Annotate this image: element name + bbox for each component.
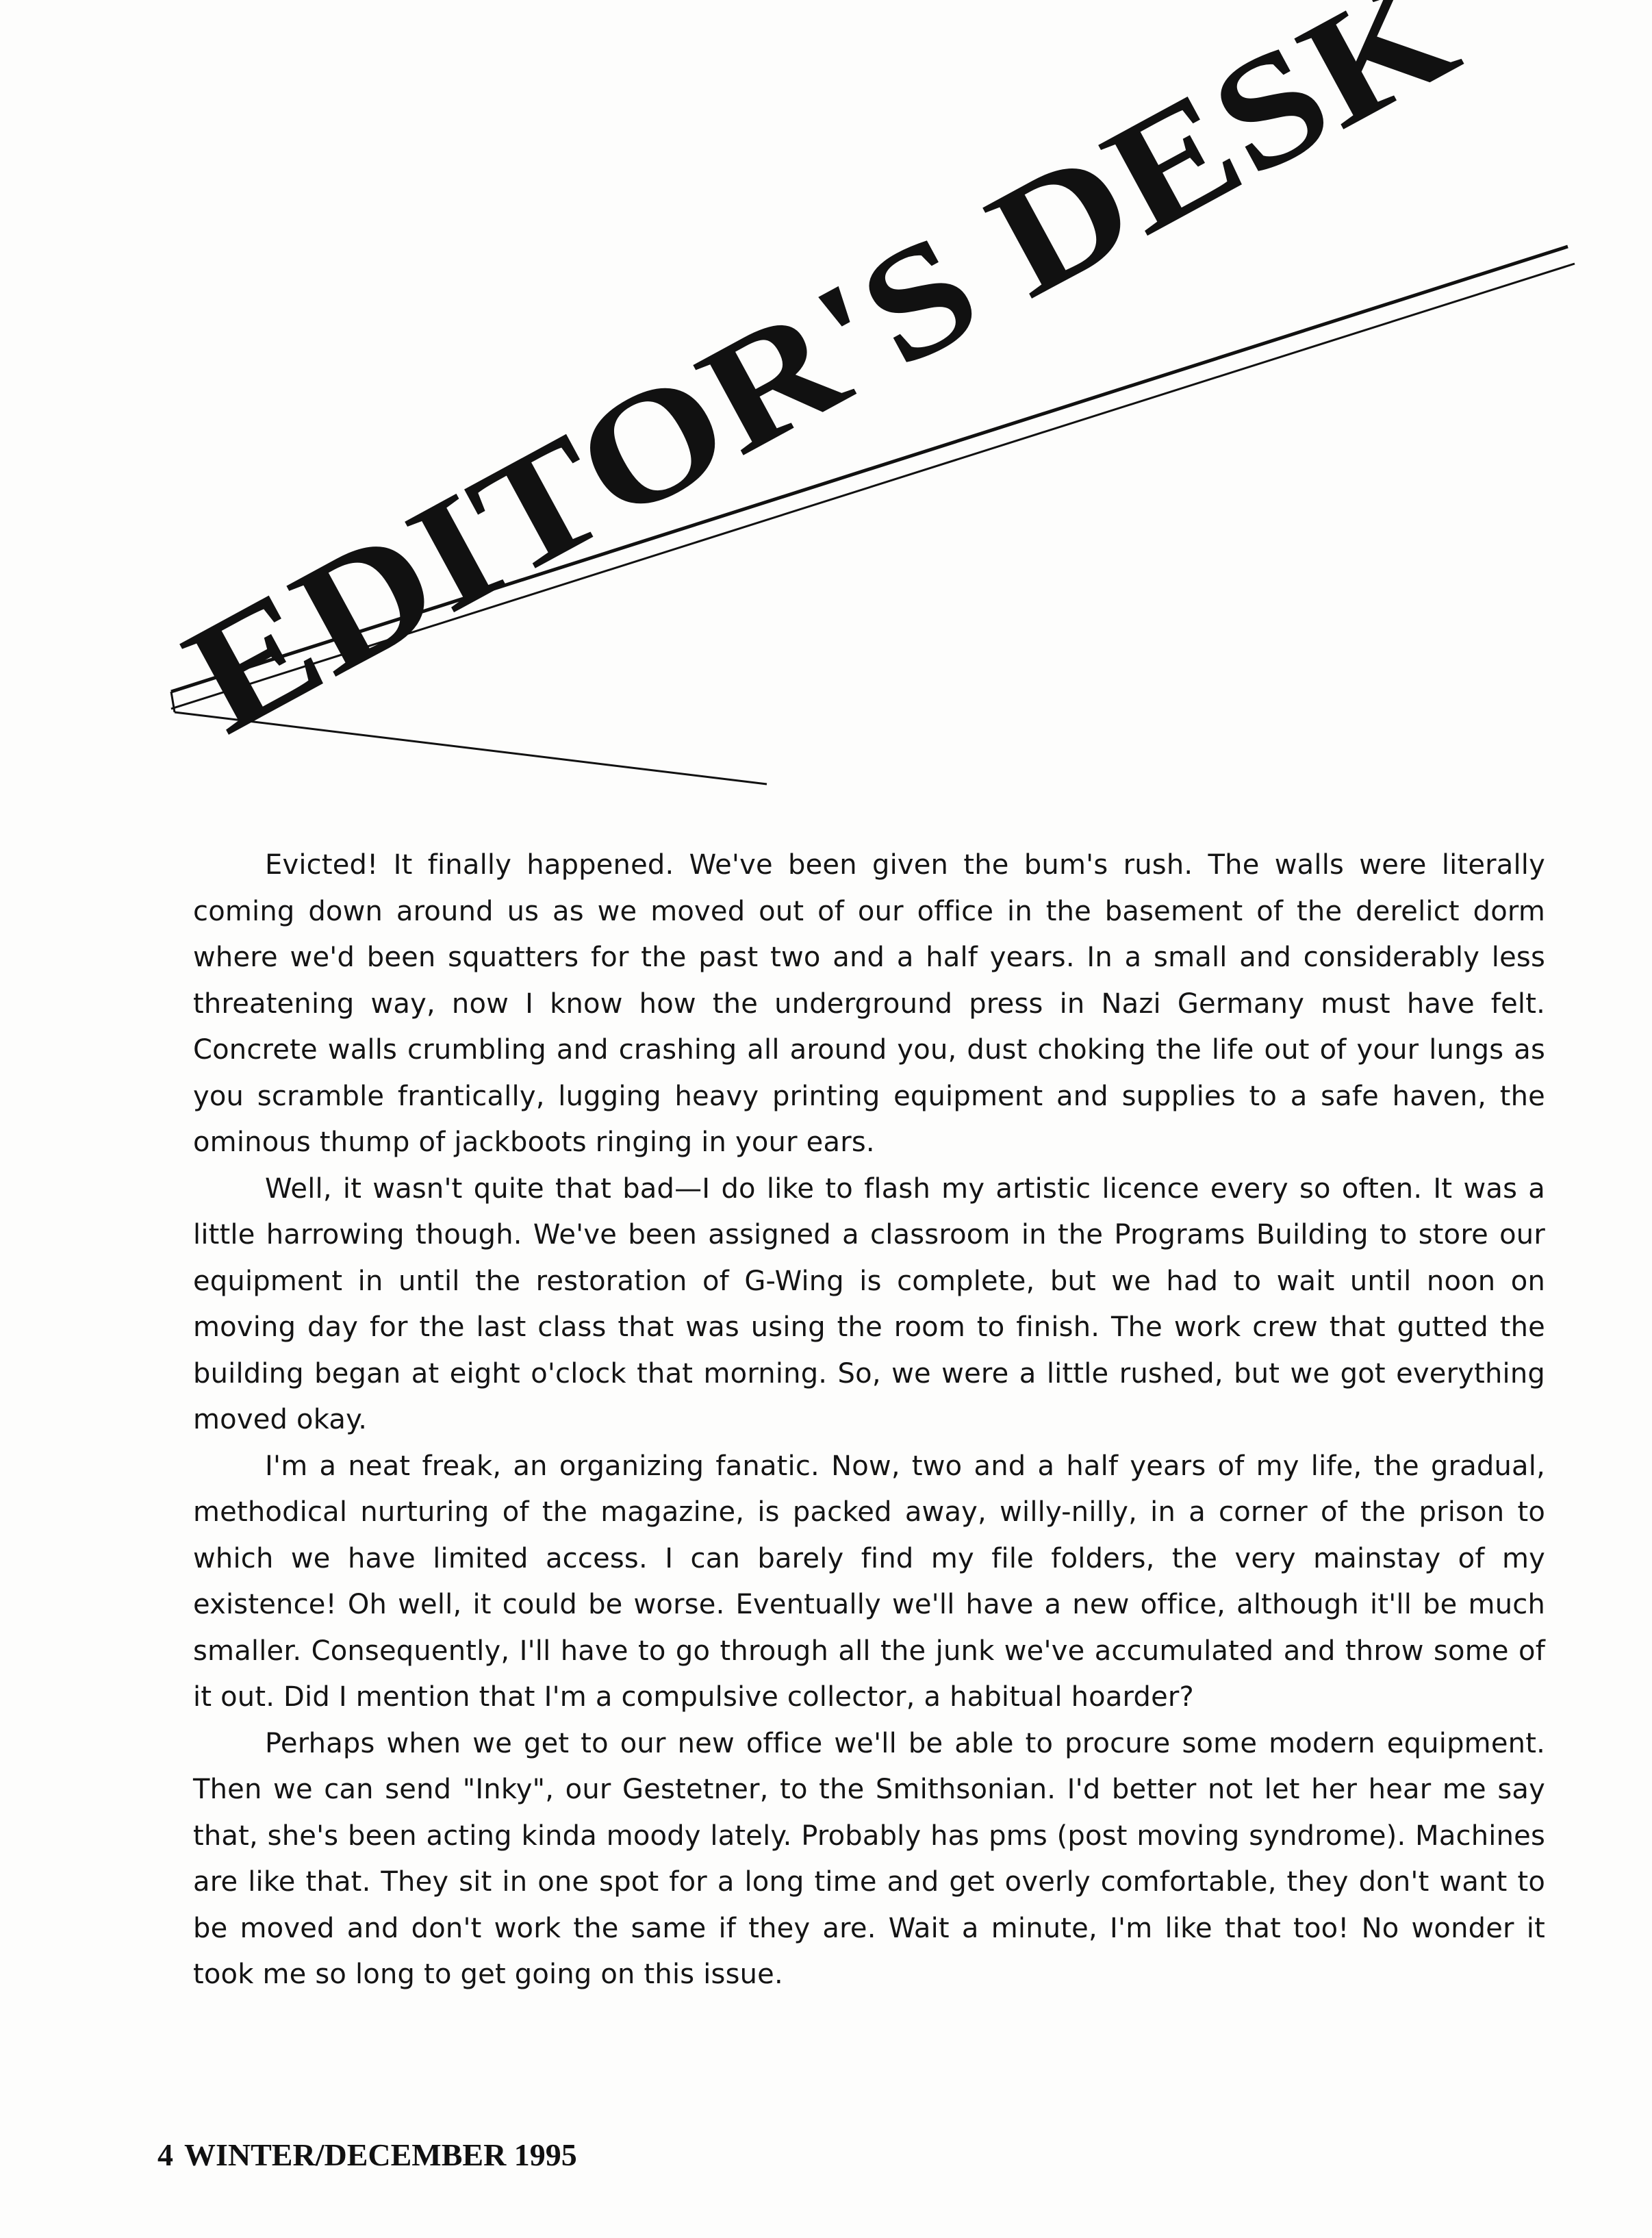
article-paragraph: Evicted! It finally happened. We've been given the bum's rush. The walls were literally coming down around us as we moved out of our office in the basement of the derelict dorm where we'd been squatters for the past two and a half years. In a small and considerably less threatening way, now I know how the underground press in Nazi Germany must have felt. Concrete walls crumbling and crashing all around you, dust choking the life out of your lungs as you scramble frantically, lugging heavy printing equipment and supplies to a safe haven, the ominous thump of jackboots ringing in your ears. [193, 849, 1545, 1158]
page-number: 4 [157, 2137, 173, 2172]
article-paragraph: I'm a neat freak, an organizing fanatic. Now, two and a half years of my life, the gradual, methodical nurturing of the magazine, is packed away, willy-nilly, in a corner of the prison to which we have limited access. I can barely find my file folders, the very mainstay of my existence! Oh well, it could be worse. Eventually we'll have a new office, although it'll be much smaller. Consequently, I'll have to go through all the junk we've accumulated and throw some of it out. Did I mention that I'm a compulsive collector, a habitual hoarder? [193, 1450, 1545, 1713]
article-paragraph: Perhaps when we get to our new office we'll be able to procure some modern equipment. Then we can send "Inky", our Gestetner, to the Smithsonian. I'd better not let her hear me say that, she's been acting kinda moody lately. Probably has pms (post moving syndrome). Machines are like that. They sit in one spot for a long time and get overly comfortable, they don't want to be moved and don't work the same if they are. Wait a minute, I'm like that too! No wonder it took me so long to get going on this issue. [193, 1727, 1545, 1990]
article-paragraph: Well, it wasn't quite that bad—I do like to flash my artistic licence every so often. It was a little harrowing though. We've been assigned a classroom in the Programs Building to store our equipment in until the restoration of G-Wing is complete, but we had to wait until noon on moving day for the last class that was using the room to finish. The work crew that gutted the building began at eight o'clock that morning. So, we were a little rushed, but we got everything moved okay. [193, 1172, 1545, 1435]
editors-desk-banner [0, 0, 1652, 842]
issue-date: WINTER/DECEMBER 1995 [184, 2137, 577, 2172]
page-footer [157, 2137, 588, 2173]
banner-title: EDITOR'S DESK [159, 32, 1313, 766]
editorial-article [193, 842, 1545, 1998]
